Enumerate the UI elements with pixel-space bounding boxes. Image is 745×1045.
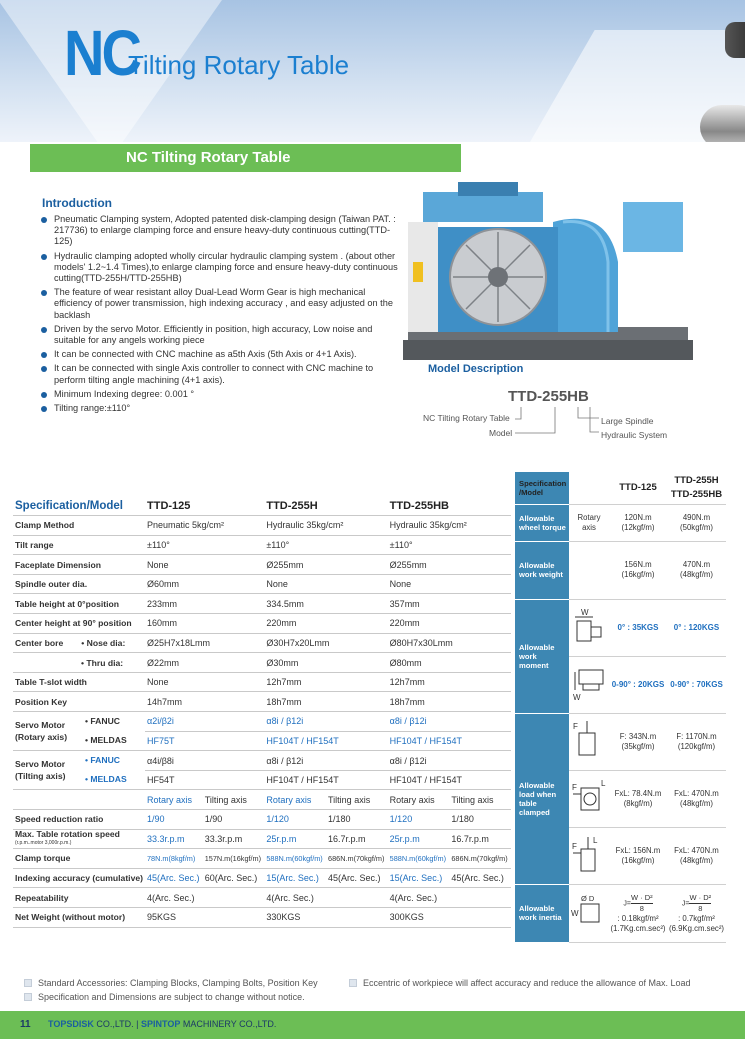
max-speed-label-cell <box>13 829 145 849</box>
intro-list <box>40 214 400 417</box>
spec-label: Tilt range <box>13 535 145 555</box>
side-header-model: TTD-125 <box>609 472 667 504</box>
spec-value: 25r.p.m <box>388 829 450 849</box>
spec-value: 1/180 <box>449 810 511 830</box>
spec-value: 4(Arc. Sec.) <box>264 888 387 908</box>
side-value-b: (12kgf/m) <box>621 522 655 532</box>
side-value <box>609 770 667 827</box>
side-row <box>515 504 726 541</box>
spec-value: Ø255mm <box>264 555 387 575</box>
intro-item: Driven by the servo Motor. Efficiently in position, high accuracy, Low noise and suitable for any angels working piece <box>40 324 400 346</box>
side-value-b: (50kgf/m) <box>680 522 713 532</box>
spec-value: 45(Arc. Sec.) <box>326 868 388 888</box>
load-diagram <box>569 770 609 827</box>
model-label-spindle: Large Spindle <box>601 416 654 426</box>
spec-axis-header-row <box>13 790 511 810</box>
side-row <box>515 541 726 599</box>
spec-value: α8i / β12i <box>264 712 387 732</box>
weight-label: W <box>581 607 589 617</box>
side-value-a: F: 343N.m <box>619 731 657 741</box>
spec-value: α8i / β12i <box>264 751 387 771</box>
spec-value: 686N.m(70kgf/m) <box>326 849 388 869</box>
center-bore-label: Center bore <box>15 637 64 648</box>
spec-row <box>13 849 511 869</box>
model-code: TTD-255HB <box>508 388 589 405</box>
spec-value: Hydraulic 35kg/cm² <box>264 516 387 536</box>
spec-value: 1/120 <box>264 810 326 830</box>
side-value: 0° : 35KGS <box>609 599 667 656</box>
side-sub-label: Rotary axis <box>569 504 609 541</box>
spec-value: 1/120 <box>388 810 450 830</box>
spec-row <box>13 594 511 614</box>
spec-row <box>13 712 511 732</box>
spec-row <box>13 653 511 673</box>
footnote-text: Specification and Dimensions are subject to change without notice. <box>38 992 305 1002</box>
spec-label <box>13 633 145 653</box>
side-header-empty <box>569 472 609 504</box>
header-part-image <box>700 105 745 142</box>
spec-header-row <box>13 496 511 516</box>
spec-row <box>13 535 511 555</box>
spec-value: α8i / β12i <box>388 751 511 771</box>
spec-label: Max. Table rotation speed <box>15 829 120 839</box>
axis-header: Tilting axis <box>326 790 388 810</box>
side-value <box>667 504 726 541</box>
side-value-b: (16kgf/m) <box>621 855 655 865</box>
formula-num: W · D² <box>630 892 653 902</box>
length-label: L <box>593 835 598 845</box>
force-label: F <box>572 782 577 792</box>
intro-item: Pneumatic Clamping system, Adopted patented disk-clamping design (Taiwan PAT. : 217736) to enlarge clamping force and ensure heavy-duty continuous cutting(TTD-125) <box>40 214 400 248</box>
side-label: Allowable load when table clamped <box>515 713 569 884</box>
spec-label: Table T-slot width <box>13 672 145 692</box>
header-title: Tilting Rotary Table <box>128 50 350 80</box>
spec-value: 45(Arc. Sec.) <box>145 868 203 888</box>
spec-label: Spindle outer dia. <box>13 574 145 594</box>
spec-label: Speed reduction ratio <box>13 810 145 830</box>
side-value-b: (48kgf/m) <box>680 798 713 808</box>
intro-item: The feature of wear resistant alloy Dual-Lead Worm Gear is high mechanical efficiency of power transmission, high indexing accuracy , and easy adjusted on the backlash <box>40 287 400 321</box>
side-value-a: : 0.18kgf/m² <box>617 913 659 923</box>
side-value <box>609 541 667 599</box>
spec-value: 157N.m(16kgf/m) <box>203 849 265 869</box>
side-value-b: (6.9Kg.cm.sec²) <box>668 923 725 933</box>
side-value: 0-90° : 20KGS <box>609 656 667 713</box>
spec-row <box>13 829 511 849</box>
side-value-b: (48kgf/m) <box>680 855 713 865</box>
side-value-a: 156N.m <box>624 560 652 569</box>
spec-value: Ø80H7x30Lmm <box>388 633 511 653</box>
intro-item: It can be connected with CNC machine as a5th Axis (5th Axis or 4+1 Axis). <box>40 349 400 360</box>
footnote-text: Eccentric of workpiece will affect accuracy and reduce the allowance of Max. Load <box>363 978 691 988</box>
side-header-model-b: TTD-255HB <box>670 488 723 500</box>
spec-value: 18h7mm <box>388 692 511 712</box>
meldas-label: • MELDAS <box>85 735 127 746</box>
spec-value: 334.5mm <box>264 594 387 614</box>
spec-row <box>13 692 511 712</box>
side-value-b: (35kgf/m) <box>621 741 655 751</box>
load-vertical-icon <box>571 719 607 763</box>
side-value-a: 120N.m <box>624 512 652 522</box>
spec-value: Ø22mm <box>145 653 264 673</box>
intro-title: Introduction <box>42 196 112 210</box>
side-value: 0-90° : 70KGS <box>667 656 726 713</box>
spec-value: 14h7mm <box>145 692 264 712</box>
spec-value: HF75T <box>145 731 264 751</box>
force-label: F <box>572 841 577 851</box>
side-value <box>667 713 726 770</box>
side-header-model <box>667 472 726 504</box>
spec-row <box>13 555 511 575</box>
side-value <box>667 827 726 884</box>
spec-value: 220mm <box>388 614 511 634</box>
company-spintop-suffix: MACHINERY CO.,LTD. <box>180 1019 277 1029</box>
spec-value: ±110° <box>145 535 264 555</box>
spec-table <box>13 496 511 928</box>
spec-value: 233mm <box>145 594 264 614</box>
spec-value: 4(Arc. Sec.) <box>388 888 511 908</box>
spec-value: 686N.m(70kgf/m) <box>449 849 511 869</box>
servo-brands <box>85 712 127 750</box>
spec-value: Ø25H7x18Lmm <box>145 633 264 653</box>
spec-value: α8i / β12i <box>388 712 511 732</box>
footnote <box>24 978 318 988</box>
spec-header-model: TTD-255H <box>264 496 387 516</box>
load-moment-icon <box>571 776 607 820</box>
spec-value: 330KGS <box>264 907 387 927</box>
load-diagram <box>569 827 609 884</box>
spec-label: Indexing accuracy (cumulative) <box>13 868 145 888</box>
allowable-load-table <box>515 472 726 943</box>
side-value <box>609 713 667 770</box>
spec-value: Ø30H7x20Lmm <box>264 633 387 653</box>
spec-label: Center height at 90° position <box>13 614 145 634</box>
intro-item: It can be connected with single Axis controller to connect with CNC machine to perform tilting angle machining (4+1 axis). <box>40 363 400 385</box>
spec-value: 33.3r.p.m <box>145 829 203 849</box>
formula-den: 8 <box>639 903 644 913</box>
side-header-model-a: TTD-255H <box>674 474 719 486</box>
formula-den: 8 <box>698 903 703 913</box>
intro-item: Minimum Indexing degree: 0.001 ° <box>40 389 400 400</box>
side-value-a: : 0.7kgf/m² <box>678 913 715 923</box>
spec-value: None <box>388 574 511 594</box>
company-topsdisk: TOPSDISK <box>48 1019 94 1029</box>
spec-row <box>13 888 511 908</box>
spec-row <box>13 907 511 927</box>
spec-label-empty <box>13 790 145 810</box>
spec-value: Pneumatic 5kg/cm² <box>145 516 264 536</box>
spec-row <box>13 751 511 771</box>
axis-header: Rotary axis <box>145 790 203 810</box>
servo-tilt-label: Servo Motor (Tilting axis) <box>15 759 66 782</box>
spec-value: Ø255mm <box>388 555 511 575</box>
spec-row <box>13 614 511 634</box>
spec-value: HF104T / HF154T <box>388 731 511 751</box>
spec-value: HF54T <box>145 770 264 790</box>
spec-value: ±110° <box>388 535 511 555</box>
spec-value: 16.7r.p.m <box>449 829 511 849</box>
force-label: F <box>573 721 578 731</box>
servo-rotary-label: Servo Motor (Rotary axis) <box>15 720 68 743</box>
spec-value: 45(Arc. Sec.) <box>449 868 511 888</box>
section-title: NC Tilting Rotary Table <box>30 144 461 172</box>
spec-value: Ø30mm <box>264 653 387 673</box>
side-row <box>515 713 726 770</box>
spec-label-sub: (r.p.m..motor 3,000r.p.m.) <box>15 839 72 846</box>
meldas-label: • MELDAS <box>85 774 127 785</box>
spec-value: 33.3r.p.m <box>203 829 265 849</box>
header-nc-logo: NC <box>64 16 139 89</box>
side-value <box>609 504 667 541</box>
spec-label: Clamp Method <box>13 516 145 536</box>
fanuc-label: • FANUC <box>85 716 120 727</box>
side-value-b: (120kgf/m) <box>677 741 716 751</box>
model-code-callout-lines <box>515 405 615 440</box>
company-spintop: SPINTOP <box>141 1019 181 1029</box>
spec-value: 15(Arc. Sec.) <box>264 868 326 888</box>
side-value-b: (8kgf/m) <box>623 798 653 808</box>
spec-value: 588N.m(60kgf/m) <box>388 849 450 869</box>
spec-row <box>13 868 511 888</box>
spec-value: 25r.p.m <box>264 829 326 849</box>
side-label: Allowable wheel torque <box>515 504 569 541</box>
spec-value: None <box>145 555 264 575</box>
spec-value: 357mm <box>388 594 511 614</box>
spec-row <box>13 810 511 830</box>
machine-photo <box>403 182 693 360</box>
spec-value: 220mm <box>264 614 387 634</box>
side-value-a: FxL: 78.4N.m <box>614 788 662 798</box>
spec-value: 4(Arc. Sec.) <box>145 888 264 908</box>
diameter-label: Ø D <box>581 894 595 903</box>
footnote <box>24 992 305 1002</box>
page-header <box>0 0 745 142</box>
side-empty <box>569 541 609 599</box>
spec-label: Position Key <box>13 692 145 712</box>
inertia-formula <box>631 893 653 914</box>
spec-value: α4i/β8i <box>145 751 264 771</box>
spec-value: Ø80mm <box>388 653 511 673</box>
spec-value: 15(Arc. Sec.) <box>388 868 450 888</box>
spec-header-model: TTD-125 <box>145 496 264 516</box>
side-value <box>667 770 726 827</box>
spec-label: Faceplate Dimension <box>13 555 145 575</box>
side-value-a: F: 1170N.m <box>676 731 717 741</box>
side-value: 0° : 120KGS <box>667 599 726 656</box>
spec-value: HF104T / HF154T <box>264 770 387 790</box>
fanuc-label: • FANUC <box>85 755 120 766</box>
side-value-a: FxL: 470N.m <box>674 788 719 798</box>
side-header-label: Specification /Model <box>515 472 569 504</box>
side-value-a: FxL: 156N.m <box>615 845 661 855</box>
side-header-row <box>515 472 726 504</box>
spec-value: 160mm <box>145 614 264 634</box>
model-label-table: NC Tilting Rotary Table <box>423 413 510 423</box>
intro-item: Hydraulic clamping adopted wholly circular hydraulic clamping system . (about other models' 1.2~1.4 Times),to enlarge clamping force and ensure heavy-duty continuous cutting(TTD-255H/TTD-255HB) <box>40 251 400 285</box>
footnote-text: Standard Accessories: Clamping Blocks, Clamping Bolts, Position Key <box>38 978 318 988</box>
length-label: L <box>601 778 606 788</box>
side-value <box>609 827 667 884</box>
load-diagram <box>569 713 609 770</box>
spec-value: 16.7r.p.m <box>326 829 388 849</box>
spec-value: ±110° <box>264 535 387 555</box>
side-value <box>609 884 667 942</box>
axis-header: Rotary axis <box>388 790 450 810</box>
servo-tilt-label-cell <box>13 751 145 790</box>
rotary-table-upright-icon <box>571 607 607 647</box>
weight-label: W <box>571 909 579 918</box>
spec-value: 12h7mm <box>388 672 511 692</box>
spec-row <box>13 574 511 594</box>
side-value-a: 490N.m <box>682 512 711 522</box>
side-value <box>667 541 726 599</box>
spec-row <box>13 633 511 653</box>
side-value-a: FxL: 470N.m <box>674 845 719 855</box>
inertia-diagram <box>569 884 609 942</box>
spec-row <box>13 672 511 692</box>
spec-value: 1/90 <box>203 810 265 830</box>
spec-header-label: Specification/Model <box>13 496 145 516</box>
spec-label: Net Weight (without motor) <box>13 907 145 927</box>
model-label-model: Model <box>489 428 513 438</box>
side-value <box>667 884 726 942</box>
side-label: Allowable work weight <box>515 541 569 599</box>
moment-diagram-bottom <box>569 656 609 713</box>
spec-value: 1/180 <box>326 810 388 830</box>
side-label: Allowable work moment <box>515 599 569 713</box>
axis-header: Rotary axis <box>264 790 326 810</box>
axis-header: Tilting axis <box>449 790 511 810</box>
side-value-b: (48kgf/m) <box>680 570 713 579</box>
spec-label: Repeatability <box>13 888 145 908</box>
spec-value: α2i/β2i <box>145 712 264 732</box>
spec-value: Ø60mm <box>145 574 264 594</box>
spec-value: None <box>264 574 387 594</box>
side-row <box>515 599 726 656</box>
company-names <box>48 1019 276 1029</box>
inertia-disc-icon <box>571 892 607 932</box>
spec-value: 60(Arc. Sec.) <box>203 868 265 888</box>
side-label: Allowable work inertia <box>515 884 569 942</box>
servo-rotary-label-cell <box>13 712 145 751</box>
spec-value: 18h7mm <box>264 692 387 712</box>
spec-value: 12h7mm <box>264 672 387 692</box>
footnote <box>349 978 691 988</box>
spec-value: 1/90 <box>145 810 203 830</box>
nose-label: • Nose dia: <box>81 637 126 648</box>
page-number: 11 <box>20 1019 31 1030</box>
side-value-a: 470N.m <box>682 560 711 569</box>
model-description-title: Model Description <box>428 363 524 375</box>
spec-label: Clamp torque <box>13 849 145 869</box>
weight-label: W <box>573 692 581 702</box>
spec-value: None <box>145 672 264 692</box>
spec-value: 588N.m(60kgf/m) <box>264 849 326 869</box>
side-value-b: (1.7Kg.cm.sec²) <box>610 923 666 933</box>
spec-value: Hydraulic 35kg/cm² <box>388 516 511 536</box>
servo-brands <box>85 751 127 789</box>
side-value-b: (16kgf/m) <box>621 570 655 579</box>
header-part-image <box>725 22 745 58</box>
spec-header-model: TTD-255HB <box>388 496 511 516</box>
j-label: J= <box>681 900 690 908</box>
spec-value: 95KGS <box>145 907 264 927</box>
spec-row <box>13 516 511 536</box>
rotary-table-tilted-icon <box>571 664 607 704</box>
j-label: J= <box>623 900 631 908</box>
bullet-square-icon <box>24 979 32 987</box>
intro-item: Tilting range:±110° <box>40 403 400 414</box>
model-label-hydraulic: Hydraulic System <box>601 430 668 440</box>
moment-diagram-top <box>569 599 609 656</box>
spec-value: HF104T / HF154T <box>388 770 511 790</box>
spec-label: Table height at 0°position <box>13 594 145 614</box>
spec-value: 78N.m(8kgf/m) <box>145 849 203 869</box>
spec-value: HF104T / HF154T <box>264 731 387 751</box>
formula-num: W · D² <box>689 892 712 902</box>
side-row <box>515 884 726 942</box>
inertia-formula <box>689 893 711 914</box>
thru-label: • Thru dia: <box>13 653 145 673</box>
bullet-square-icon <box>24 993 32 1001</box>
company-topsdisk-suffix: CO.,LTD. | <box>93 1019 142 1029</box>
axis-header: Tilting axis <box>203 790 265 810</box>
spec-value: 300KGS <box>388 907 511 927</box>
load-offset-icon <box>571 833 607 877</box>
bullet-square-icon <box>349 979 357 987</box>
